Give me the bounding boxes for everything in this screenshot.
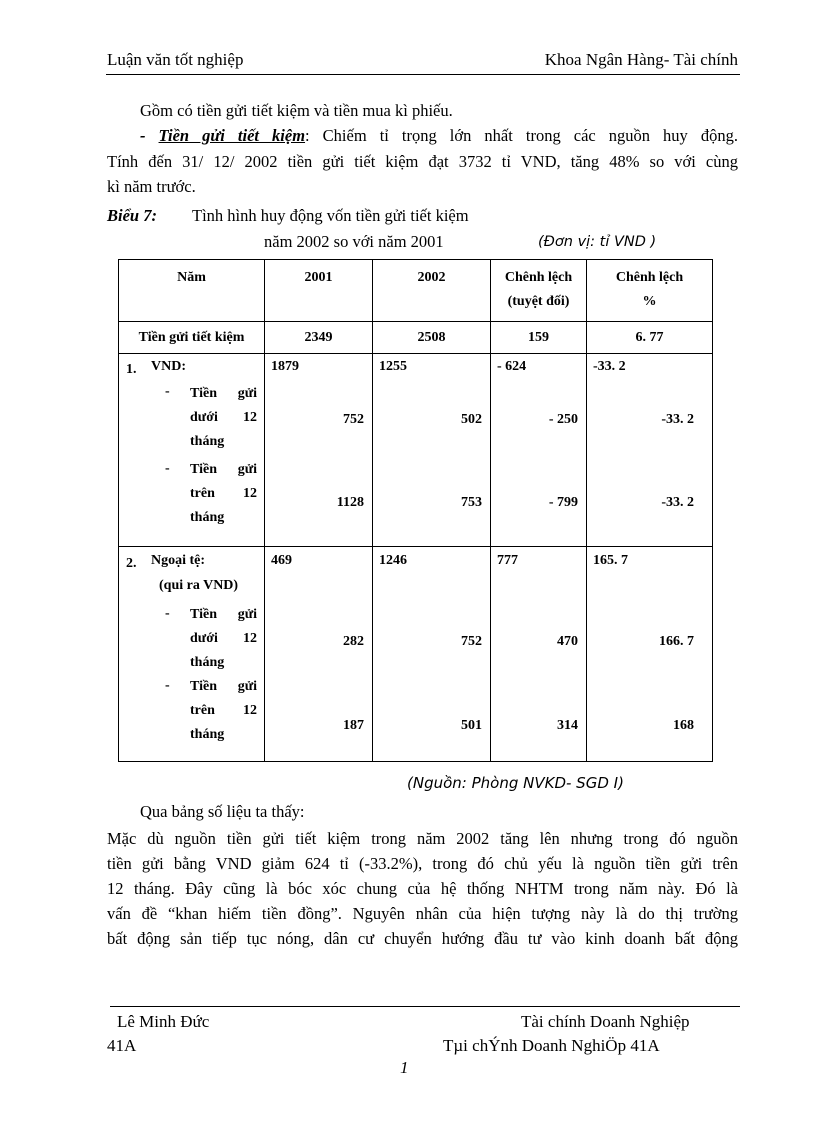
footer-dept: Tài chính Doanh Nghiệp [521,1012,690,1031]
analysis-lead: Qua bảng số liệu ta thấy: [140,802,305,821]
fx-pct-cell [587,547,713,762]
fx-under-abs: 470 [557,634,578,649]
page-number: 1 [400,1058,409,1077]
table-source: (Nguồn: Phòng NVKD- SGD I) [407,774,624,792]
fx-num: 2. [126,556,137,571]
header-pct-diff: Chênh lệch % [587,260,713,322]
fx-label-cell [119,547,265,762]
fx-over-l1: Tiền gửi [190,679,257,694]
vnd-under-l2: dưới 12 [190,410,257,425]
vnd-pct: -33. 2 [593,359,626,374]
savings-line-2: Tính đến 31/ 12/ 2002 tiền gửi tiết kiệm đạt 3732 tỉ VND, tăng 48% so với cùng [107,152,738,171]
vnd-2002: 1255 [379,359,407,374]
vnd-under-l1: Tiền gửi [190,386,257,401]
header-year: Năm [119,260,265,322]
fx-abs-cell [491,547,587,762]
fx-under-2002: 752 [461,634,482,649]
footer-author: Lê Minh Đức [117,1012,210,1031]
vnd-abs: - 624 [497,359,527,374]
fx-2001: 469 [271,553,292,568]
fx-over-2002: 501 [461,718,482,733]
savings-table [118,259,713,762]
total-abs: 159 [491,322,587,354]
analysis-line-5: bất động sản tiếp tục nóng, dân cư chuyển hướng đầu tư vào kinh doanh bất động [107,929,738,948]
fx-over-l2: trên 12 [190,703,257,718]
vnd-over-2001: 1128 [336,495,364,510]
savings-line-3: kì năm trước. [107,177,196,196]
fx-over-2001: 187 [343,718,364,733]
fx-under-l2: dưới 12 [190,631,257,646]
intro-text: Gồm có tiền gửi tiết kiệm và tiền mua kì phiếu. [140,101,453,120]
vnd-over-l3: tháng [190,510,225,525]
vnd-under-dash: - [165,384,170,399]
footer-class: 41A [107,1036,137,1055]
vnd-2002-cell [373,354,491,547]
caption-title-1: Tình hình huy động vốn tiền gửi tiết kiệm [192,206,469,225]
analysis-line-1: Mặc dù nguồn tiền gửi tiết kiệm trong năm 2002 tăng lên nhưng trong đó nguồn [107,829,738,848]
caption-label: Biểu 7: [107,206,157,225]
vnd-under-pct: -33. 2 [661,412,694,427]
fx-abs: 777 [497,553,518,568]
vnd-under-l3: tháng [190,434,225,449]
fx-pct: 165. 7 [593,553,628,568]
fx-under-dash: - [165,606,170,621]
savings-dash: - [140,126,159,145]
header-right: Khoa Ngân Hàng- Tài chính [544,50,738,69]
header-2002: 2002 [373,260,491,322]
header-divider [106,74,740,75]
table-row-vnd [119,354,713,547]
fx-over-pct: 168 [673,718,694,733]
vnd-over-pct: -33. 2 [661,495,694,510]
analysis-line-2: tiền gửi bằng VND giảm 624 tỉ (-33.2%), trong đó chủ yếu là nguồn tiền gửi trên [107,854,738,873]
fx-under-2001: 282 [343,634,364,649]
fx-under-l3: tháng [190,655,225,670]
total-pct: 6. 77 [587,322,713,354]
header-abs-diff: Chênh lệch (tuyệt đối) [491,260,587,322]
table-row-total [119,322,713,354]
vnd-under-2001: 752 [343,412,364,427]
vnd-over-abs: - 799 [548,495,578,510]
footer-class-2: Tµi chÝnh Doanh NghiÖp 41A [443,1036,660,1055]
vnd-label: VND: [151,359,186,374]
fx-over-abs: 314 [557,718,578,733]
caption-unit: (Đơn vị: tỉ VND ) [538,234,657,250]
total-2002: 2508 [373,322,491,354]
total-2001: 2349 [265,322,373,354]
fx-2002-cell [373,547,491,762]
vnd-under-2002: 502 [461,412,482,427]
vnd-over-l2: trên 12 [190,486,257,501]
vnd-2001-cell [265,354,373,547]
fx-label: Ngoại tệ: [151,553,206,568]
footer-divider [110,1006,740,1007]
header-2001: 2001 [265,260,373,322]
analysis-line-3: 12 tháng. Đây cũng là bóc xóc chung của hệ thống NHTM trong năm này. Đó là [107,879,738,898]
fx-over-dash: - [165,678,170,693]
table-header-row [119,260,713,322]
vnd-num: 1. [126,362,137,377]
fx-over-l3: tháng [190,727,225,742]
fx-2001-cell [265,547,373,762]
vnd-2001: 1879 [271,359,299,374]
vnd-under-abs: - 250 [548,412,578,427]
savings-term: Tiền gửi tiết kiệm [158,126,306,145]
vnd-over-l1: Tiền gửi [190,462,257,477]
header-left: Luận văn tốt nghiệp [107,50,244,69]
caption-title-2: năm 2002 so với năm 2001 [264,232,444,251]
vnd-over-dash: - [165,461,170,476]
vnd-over-2002: 753 [461,495,482,510]
vnd-abs-cell [491,354,587,547]
vnd-label-cell [119,354,265,547]
fx-under-pct: 166. 7 [659,634,694,649]
savings-line1-text: : Chiếm tỉ trọng lớn nhất trong các nguồn huy động. [305,126,738,145]
fx-under-l1: Tiền gửi [190,607,257,622]
table-row-fx [119,547,713,762]
fx-2002: 1246 [379,553,407,568]
vnd-pct-cell [587,354,713,547]
analysis-line-4: vấn đề “khan hiếm tiền đồng”. Nguyên nhân của hiện tượng này là do thị trường [107,904,738,923]
total-label: Tiền gửi tiết kiệm [119,322,265,354]
fx-label2: (qui ra VND) [159,578,239,593]
savings-line-1 [140,124,738,149]
